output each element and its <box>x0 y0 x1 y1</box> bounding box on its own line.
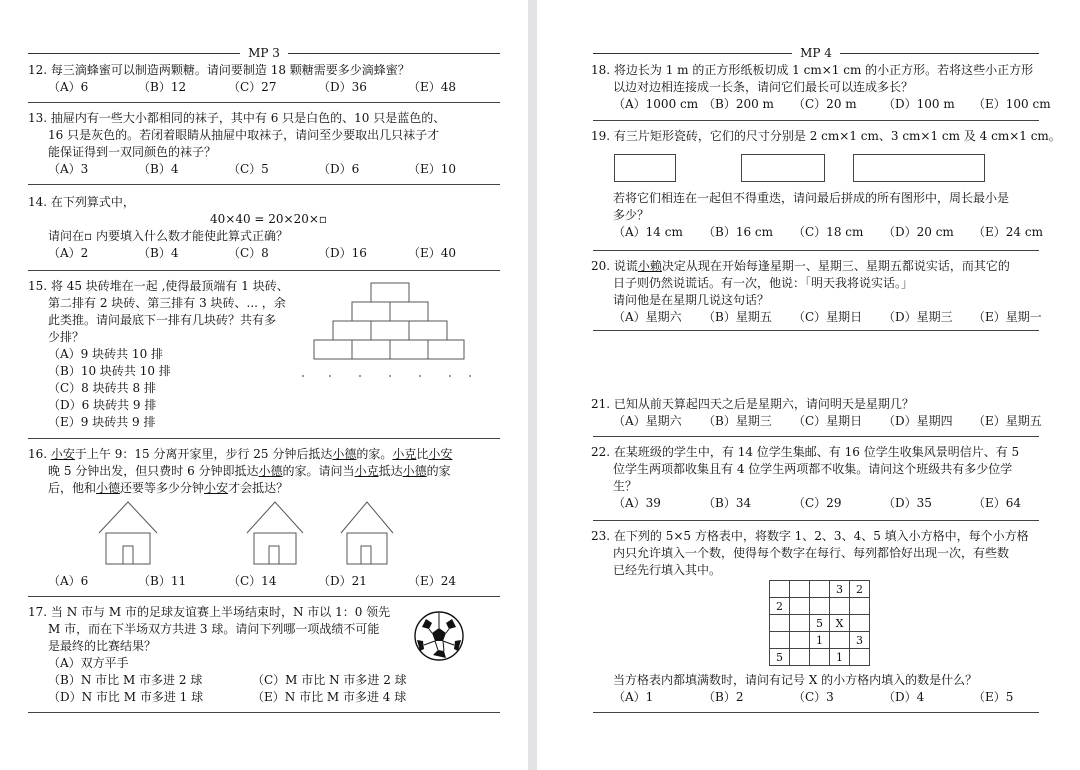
option-d: （D）20 cm <box>883 225 954 239</box>
divider <box>593 520 1039 521</box>
question-text-line: 是最终的比赛结果？ <box>48 639 157 653</box>
question-text-line: 16 只是灰色的。若闭着眼睛从抽屉中取袜子，请问至少要取出几只袜子才 <box>48 128 440 142</box>
option-d: （D）4 <box>883 690 925 704</box>
grid-cell <box>790 632 810 649</box>
grid-cell: 3 <box>830 581 850 598</box>
option-d: （D）6 <box>318 162 360 176</box>
option-e: （E）星期一 <box>973 310 1042 324</box>
page-mp3 <box>0 0 528 770</box>
text: 才会抵达？ <box>228 481 289 495</box>
question-text-line: 内只允许填入一个数，使得每个数字在每行、每列都恰好出现一次，有些数 <box>613 546 1010 560</box>
grid-cell <box>850 649 870 666</box>
name-underlined: 小安 <box>428 447 453 461</box>
option-b: （B）10 块砖共 10 排 <box>48 364 171 378</box>
question-text-line: 22. 在某班级的学生中，有 14 位学生集邮、有 16 位学生收集风景明信片、有 5 <box>591 445 1020 459</box>
grid-cell <box>790 581 810 598</box>
grid-cell <box>830 632 850 649</box>
text: 的家。请问当 <box>282 464 355 478</box>
name-underlined: 小德 <box>96 481 121 495</box>
grid-row <box>770 581 870 598</box>
question-text-line: 请问他是在星期几说这句话？ <box>613 293 770 307</box>
option-e: （E）星期五 <box>973 414 1042 428</box>
question-text-line: 23. 在下列的 5×5 方格表中，将数字 1、2、3、4、5 填入小方格中，每个小方格 <box>591 529 1029 543</box>
question-16-options <box>28 573 456 590</box>
text: 还要等多少分钟 <box>120 481 205 495</box>
grid-cell <box>810 649 830 666</box>
option-b: （B）N 市比 M 市多进 2 球 <box>48 673 203 687</box>
option-a: （A）39 <box>613 496 661 510</box>
question-text-line: 少排？ <box>48 330 85 344</box>
text: 20. 说谎 <box>591 259 638 273</box>
question-12 <box>28 62 456 96</box>
grid-row <box>770 598 870 615</box>
question-20 <box>591 258 1042 326</box>
question-text-line: 以边对边相连接成一长条，请问它们最长可以连成多长？ <box>613 80 914 94</box>
soccer-ball-icon <box>413 610 465 662</box>
page-number: MP 3 <box>248 46 280 60</box>
grid-cell: 1 <box>810 632 830 649</box>
option-d: （D）星期四 <box>883 414 953 428</box>
option-e: （E）24 <box>408 574 457 588</box>
option-c: （C）5 <box>228 162 269 176</box>
option-e: （E）5 <box>973 690 1014 704</box>
grid-cell: 2 <box>850 581 870 598</box>
page-number: MP 4 <box>800 46 832 60</box>
option-d: （D）星期三 <box>883 310 953 324</box>
grid-cell <box>790 598 810 615</box>
divider <box>28 596 500 597</box>
tile-3x1 <box>741 154 825 182</box>
grid-cell <box>770 581 790 598</box>
divider <box>28 438 500 439</box>
option-e: （E）N 市比 M 市多进 4 球 <box>252 690 407 704</box>
question-text-line: 18. 将边长为 1 m 的正方形纸板切成 1 cm×1 cm 的小正方形。若将这些小正方形 <box>591 63 1034 77</box>
question-text: 21. 已知从前天算起四天之后是星期六，请问明天是星期几？ <box>591 397 914 411</box>
option-e: （E）24 cm <box>973 225 1043 239</box>
question-text-line: 13. 抽屉内有一些大小都相同的袜子，其中有 6 只是白色的、10 只是蓝色的、 <box>28 111 446 125</box>
option-b: （B）4 <box>138 162 179 176</box>
option-b: （B）星期五 <box>703 310 772 324</box>
grid-cell <box>850 615 870 632</box>
option-d: （D）6 块砖共 9 排 <box>48 398 157 412</box>
question-17 <box>28 604 407 706</box>
question-text-line: 14. 在下列算式中， <box>28 195 135 209</box>
option-c: （C）18 cm <box>793 225 864 239</box>
name-underlined: 小安 <box>50 447 75 461</box>
equation: 40×40 = 20×20×▫ <box>210 212 328 226</box>
question-text-line: 此类推。请问最底下一排有几块砖？共有多 <box>48 313 277 327</box>
question-text-line: 位学生两项都收集且有 4 位学生两项都不收集。请问这个班级共有多少位学 <box>613 462 1013 476</box>
grid-cell <box>770 632 790 649</box>
option-c: （C）20 m <box>793 97 857 111</box>
text: 晚 5 分钟出发，但只费时 6 分钟即抵达 <box>48 464 259 478</box>
text: 16. <box>28 447 51 461</box>
question-22 <box>591 444 1021 512</box>
text: 后，他和 <box>48 481 97 495</box>
option-a: （A）6 <box>48 80 89 94</box>
question-text-line: 当方格表内都填满数时，请问有记号 X 的小方格内填入的数是什么？ <box>613 673 978 687</box>
name-underlined: 小德 <box>402 464 427 478</box>
divider <box>593 250 1039 251</box>
name-underlined: 小德 <box>332 447 357 461</box>
option-c: （C）3 <box>793 690 834 704</box>
option-b: （B）2 <box>703 690 744 704</box>
option-e: （E）10 <box>408 162 457 176</box>
option-c: （C）星期日 <box>793 414 863 428</box>
grid-row <box>770 615 870 632</box>
option-a: （A）3 <box>48 162 89 176</box>
option-a: （A）6 <box>48 574 89 588</box>
tile-4x1 <box>853 154 985 182</box>
option-d: （D）36 <box>318 80 367 94</box>
question-13 <box>28 110 456 178</box>
option-c: （C）14 <box>228 574 277 588</box>
option-e: （E）48 <box>408 80 457 94</box>
divider <box>593 436 1039 437</box>
text: 抵达 <box>378 464 403 478</box>
divider <box>28 102 500 103</box>
option-c: （C）8 块砖共 8 排 <box>48 381 156 395</box>
option-e: （E）9 块砖共 9 排 <box>48 415 156 429</box>
grid-cell: 5 <box>810 615 830 632</box>
text: 的家 <box>426 464 451 478</box>
option-a: （A）2 <box>48 246 89 260</box>
option-a: （A）9 块砖共 10 排 <box>48 347 164 361</box>
option-a: （A）14 cm <box>613 225 683 239</box>
question-text-line: 15. 将 45 块砖堆在一起 ,使得最顶端有 1 块砖、 <box>28 279 289 293</box>
option-c: （C）27 <box>228 80 277 94</box>
latin-square-grid <box>769 580 870 666</box>
grid-cell: 3 <box>850 632 870 649</box>
question-text: 12. 每三滴蜂蜜可以制造两颗糖。请问要制造 18 颗糖需要多少滴蜂蜜？ <box>28 63 410 77</box>
page-header <box>28 46 500 60</box>
tile-2x1 <box>614 154 676 182</box>
text: 比 <box>416 447 429 461</box>
question-23 <box>591 528 1029 579</box>
option-c: （C）星期日 <box>793 310 863 324</box>
option-a: （A）双方平手 <box>48 656 129 670</box>
divider <box>28 184 500 185</box>
question-text-line: 已经先行填入其中。 <box>613 563 722 577</box>
question-text-line: 17. 当 N 市与 M 市的足球友谊赛上半场结束时，N 市以 1：0 领先 <box>28 605 391 619</box>
divider <box>28 712 500 713</box>
name-underlined: 小赖 <box>637 259 662 273</box>
houses-figure <box>95 498 425 568</box>
question-16 <box>28 446 452 497</box>
option-c: （C）M 市比 N 市多进 2 球 <box>252 673 407 687</box>
option-e: （E）40 <box>408 246 457 260</box>
grid-cell: 2 <box>770 598 790 615</box>
question-23-ask <box>591 672 1013 706</box>
option-e: （E）64 <box>973 496 1022 510</box>
option-b: （B）12 <box>138 80 187 94</box>
divider <box>593 330 1039 331</box>
question-text-line: 能保证得到一双同颜色的袜子？ <box>48 145 217 159</box>
page-mp4 <box>537 0 1080 770</box>
divider <box>593 120 1039 121</box>
divider <box>593 712 1039 713</box>
option-a: （A）星期六 <box>613 310 682 324</box>
question-text-line: 多少？ <box>613 208 650 222</box>
grid-cell <box>830 598 850 615</box>
grid-cell: 5 <box>770 649 790 666</box>
question-19 <box>591 128 1061 145</box>
text: 的家。 <box>356 447 393 461</box>
question-text-line: 第二排有 2 块砖、第三排有 3 块砖、... ，余 <box>48 296 286 310</box>
option-b: （B）34 <box>703 496 752 510</box>
option-b: （B）11 <box>138 574 187 588</box>
option-d: （D）21 <box>318 574 367 588</box>
option-a: （A）1 <box>613 690 654 704</box>
option-d: （D）35 <box>883 496 932 510</box>
grid-cell <box>770 615 790 632</box>
grid-cell: 1 <box>830 649 850 666</box>
option-b: （B）16 cm <box>703 225 774 239</box>
question-text-line: 日子则仍然说谎话。有一次，他说：「明天我将说实话。」 <box>613 276 914 290</box>
question-text-line: M 市，而在下半场双方共进 3 球。请问下列哪一项战绩不可能 <box>48 622 380 636</box>
option-b: （B）4 <box>138 246 179 260</box>
option-c: （C）29 <box>793 496 842 510</box>
question-15 <box>28 278 289 431</box>
grid-cell <box>810 581 830 598</box>
question-14 <box>28 194 456 262</box>
grid-cell <box>790 649 810 666</box>
option-d: （D）16 <box>318 246 367 260</box>
option-b: （B）星期三 <box>703 414 772 428</box>
name-underlined: 小克 <box>354 464 379 478</box>
grid-cell <box>810 598 830 615</box>
brick-pyramid-figure <box>300 280 475 380</box>
question-18 <box>591 62 1051 113</box>
grid-row <box>770 632 870 649</box>
question-text-line: 请问在▫ 内要填入什么数才能使此算式正确？ <box>48 229 288 243</box>
option-d: （D）N 市比 M 市多进 1 球 <box>48 690 204 704</box>
option-a: （A）星期六 <box>613 414 682 428</box>
grid-row <box>770 649 870 666</box>
question-text-line: 若将它们相连在一起但不得重迭，请问最后拼成的所有图形中，周长最小是 <box>613 191 1010 205</box>
divider <box>28 270 500 271</box>
option-c: （C）8 <box>228 246 269 260</box>
question-text-line: 生？ <box>613 479 638 493</box>
question-21 <box>591 396 1042 430</box>
question-text-line: 19. 有三片矩形瓷砖，它们的尺寸分别是 2 cm×1 cm、3 cm×1 cm 及 4 cm×1 cm。 <box>591 129 1061 143</box>
text: 于上午 9：15 分离开家里，步行 25 分钟后抵达 <box>74 447 333 461</box>
page-header <box>593 46 1039 60</box>
option-d: （D）100 m <box>883 97 955 111</box>
page-gap <box>528 0 537 770</box>
text: 决定从现在开始每逢星期一、星期三、星期五都说实话，而其它的 <box>661 259 1010 273</box>
question-19-body <box>591 190 1043 241</box>
option-a: （A）1000 cm <box>613 97 699 111</box>
grid-cell <box>850 598 870 615</box>
grid-cell: X <box>830 615 850 632</box>
name-underlined: 小德 <box>258 464 283 478</box>
name-underlined: 小安 <box>204 481 229 495</box>
option-e: （E）100 cm <box>973 97 1051 111</box>
option-b: （B）200 m <box>703 97 774 111</box>
grid-cell <box>790 615 810 632</box>
name-underlined: 小克 <box>392 447 417 461</box>
